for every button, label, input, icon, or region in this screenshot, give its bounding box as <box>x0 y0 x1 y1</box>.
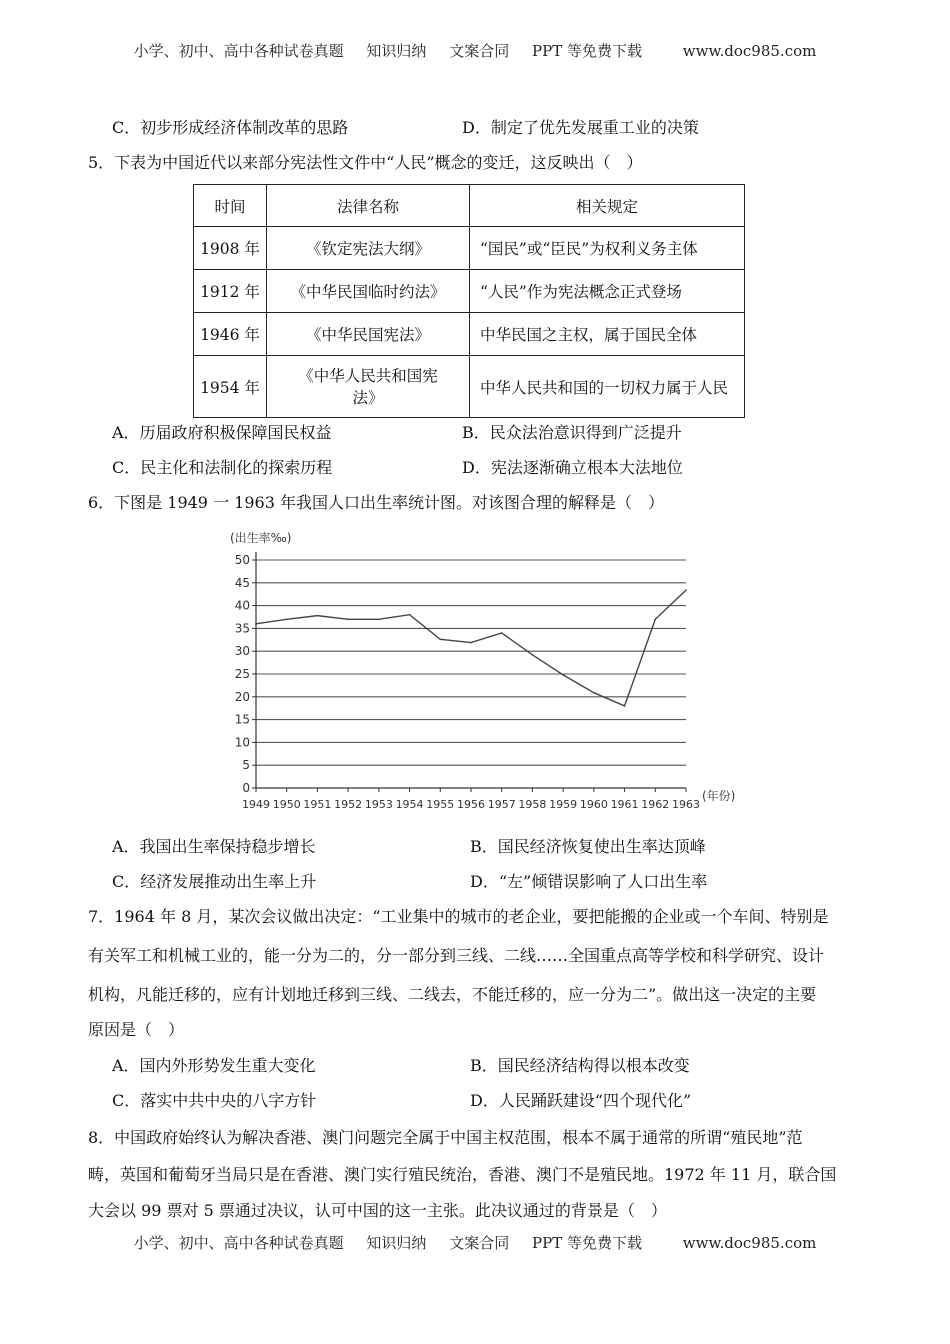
footer-text-1: 小学、初中、高中各种试卷真题 <box>133 1234 344 1252</box>
q5-table <box>193 184 745 418</box>
data-point <box>654 618 656 620</box>
x-tick-label: 1957 <box>487 798 516 811</box>
y-tick-label: 30 <box>234 644 250 659</box>
table-header-cell: 法律名称 <box>267 185 470 227</box>
q6-option-c[interactable]: C．经济发展推动出生率上升 <box>112 872 317 891</box>
q8-text-line: 畴，英国和葡萄牙当局只是在香港、澳门实行殖民统治，香港、澳门不是殖民地。1972 年 11 月，联合国 <box>88 1165 837 1184</box>
q7-option-c[interactable]: C．落实中共中央的八字方针 <box>112 1091 317 1110</box>
y-tick-label: 20 <box>234 689 250 704</box>
q5-option-d[interactable]: D．宪法逐渐确立根本大法地位 <box>462 458 683 477</box>
x-tick-label: 1963 <box>672 798 700 811</box>
q4-option-c[interactable]: C．初步形成经济体制改革的思路 <box>112 118 349 137</box>
table-row <box>194 270 745 313</box>
y-tick-label: 35 <box>234 621 250 636</box>
x-axis-ticks <box>242 788 700 811</box>
law-name-line: 法》 <box>352 388 384 407</box>
law-name-line: 《中华人民共和国宪 <box>298 366 438 385</box>
q5-option-c[interactable]: C．民主化和法制化的探索历程 <box>112 458 333 477</box>
table-cell: 中华人民共和国的一切权力属于人民 <box>470 356 745 418</box>
table-cell <box>267 356 470 418</box>
table-cell: 《中华民国临时约法》 <box>267 270 470 313</box>
data-points <box>255 589 687 706</box>
y-tick-label: 25 <box>234 667 250 681</box>
data-point <box>378 618 380 620</box>
q5-stem: 5．下表为中国近代以来部分宪法性文件中“人民”概念的变迁，这反映出（ ） <box>88 153 643 172</box>
table-cell: 1954 年 <box>194 356 267 418</box>
x-tick-label: 1953 <box>364 798 393 811</box>
y-tick-label: 5 <box>242 758 250 773</box>
table-cell: “人民”作为宪法概念正式登场 <box>470 270 745 313</box>
footer-text-4: PPT 等免费下载 <box>532 1234 642 1252</box>
table-cell: 《中华民国宪法》 <box>267 313 470 356</box>
page-footer <box>0 1232 950 1253</box>
table-cell: “国民”或“臣民”为权利义务主体 <box>470 227 745 270</box>
header-link[interactable]: www.doc985.com <box>682 42 817 60</box>
q6-option-d[interactable]: D．“左”倾错误影响了人口出生率 <box>470 872 708 891</box>
q7-text-line: 机构，凡能迁移的，应有计划地迁移到三线、二线去，不能迁移的，应一分为二”。做出这一决定的主要 <box>88 985 817 1004</box>
table-cell: 1946 年 <box>194 313 267 356</box>
q7-text-line: 原因是（ ） <box>88 1020 185 1039</box>
q6-stem: 6．下图是 1949 一 1963 年我国人口出生率统计图。对该图合理的解释是（ ） <box>88 493 664 512</box>
x-tick-label: 1962 <box>641 798 670 811</box>
data-point <box>532 654 534 656</box>
header-text-1: 小学、初中、高中各种试卷真题 <box>133 42 344 60</box>
data-point <box>347 618 349 620</box>
data-point <box>562 674 564 676</box>
footer-link[interactable]: www.doc985.com <box>682 1234 817 1252</box>
header-text-2: 知识归纳 <box>366 42 427 60</box>
data-point <box>624 705 626 707</box>
y-tick-label: 50 <box>234 553 250 567</box>
x-tick-label: 1960 <box>579 798 608 811</box>
y-tick-label: 40 <box>234 598 250 613</box>
y-tick-label: 45 <box>234 575 250 590</box>
data-point <box>470 642 472 644</box>
data-point <box>255 623 257 625</box>
x-tick-label: 1956 <box>457 798 485 811</box>
q6-option-a[interactable]: A．我国出生率保持稳步增长 <box>112 837 316 856</box>
data-point <box>593 692 595 694</box>
q8-text-line: 8．中国政府始终认为解决香港、澳门问题完全属于中国主权范围，根本不属于通常的所谓“殖民地”范 <box>88 1128 803 1147</box>
x-tick-label: 1954 <box>395 798 424 811</box>
table-header-cell: 时间 <box>194 185 267 227</box>
y-tick-label: 10 <box>234 735 250 750</box>
data-point <box>685 589 687 591</box>
table-cell: 中华民国之主权，属于国民全体 <box>470 313 745 356</box>
q5-option-a[interactable]: A．历届政府积极保障国民权益 <box>112 423 332 442</box>
y-axis-ticks <box>235 553 256 795</box>
x-tick-label: 1958 <box>518 798 547 811</box>
q7-option-b[interactable]: B．国民经济结构得以根本改变 <box>470 1056 690 1075</box>
q4-option-d[interactable]: D．制定了优先发展重工业的决策 <box>462 118 699 137</box>
data-point <box>317 615 319 617</box>
data-point <box>286 618 288 620</box>
page-header <box>0 40 950 61</box>
table-cell: 1908 年 <box>194 227 267 270</box>
x-axis-label: (年份) <box>702 789 736 803</box>
x-tick-label: 1959 <box>549 798 578 811</box>
q6-option-b[interactable]: B．国民经济恢复使出生率达顶峰 <box>470 837 706 856</box>
table-cell: 《钦定宪法大纲》 <box>267 227 470 270</box>
header-text-4: PPT 等免费下载 <box>532 42 642 60</box>
birth-rate-chart <box>220 522 750 814</box>
table-row <box>194 356 745 418</box>
y-axis-label: (出生率‰) <box>230 531 292 545</box>
q7-text-line: 有关军工和机械工业的，能一分为二的，分一部分到三线、二线……全国重点高等学校和科学研究、设计 <box>88 946 825 965</box>
q7-text-line: 7．1964 年 8 月，某次会议做出决定：“工业集中的城市的老企业，要把能搬的企业或一个车间、特别是 <box>88 907 829 926</box>
x-tick-label: 1949 <box>242 798 270 811</box>
data-point <box>501 632 503 634</box>
header-text-3: 文案合同 <box>449 42 510 60</box>
y-tick-label: 0 <box>242 781 250 795</box>
x-tick-label: 1952 <box>334 798 363 811</box>
q8-text-line: 大会以 99 票对 5 票通过决议，认可中国的这一主张。此决议通过的背景是（ ） <box>88 1201 667 1220</box>
footer-text-2: 知识归纳 <box>366 1234 427 1252</box>
table-row <box>194 313 745 356</box>
table-row <box>194 227 745 270</box>
footer-text-3: 文案合同 <box>449 1234 510 1252</box>
y-tick-label: 15 <box>234 712 250 727</box>
x-tick-label: 1961 <box>610 798 639 811</box>
table-cell: 1912 年 <box>194 270 267 313</box>
data-point <box>439 639 441 641</box>
data-point <box>409 614 411 616</box>
x-tick-label: 1950 <box>272 798 301 811</box>
q5-option-b[interactable]: B．民众法治意识得到广泛提升 <box>462 423 682 442</box>
x-tick-label: 1951 <box>303 798 332 811</box>
table-header-cell: 相关规定 <box>470 185 745 227</box>
q7-option-d[interactable]: D．人民踊跃建设“四个现代化” <box>470 1091 692 1110</box>
chart-grid <box>256 560 686 765</box>
q7-option-a[interactable]: A．国内外形势发生重大变化 <box>112 1056 316 1075</box>
table-header-row <box>194 185 745 227</box>
birth-rate-line <box>256 590 686 706</box>
x-tick-label: 1955 <box>426 798 455 811</box>
